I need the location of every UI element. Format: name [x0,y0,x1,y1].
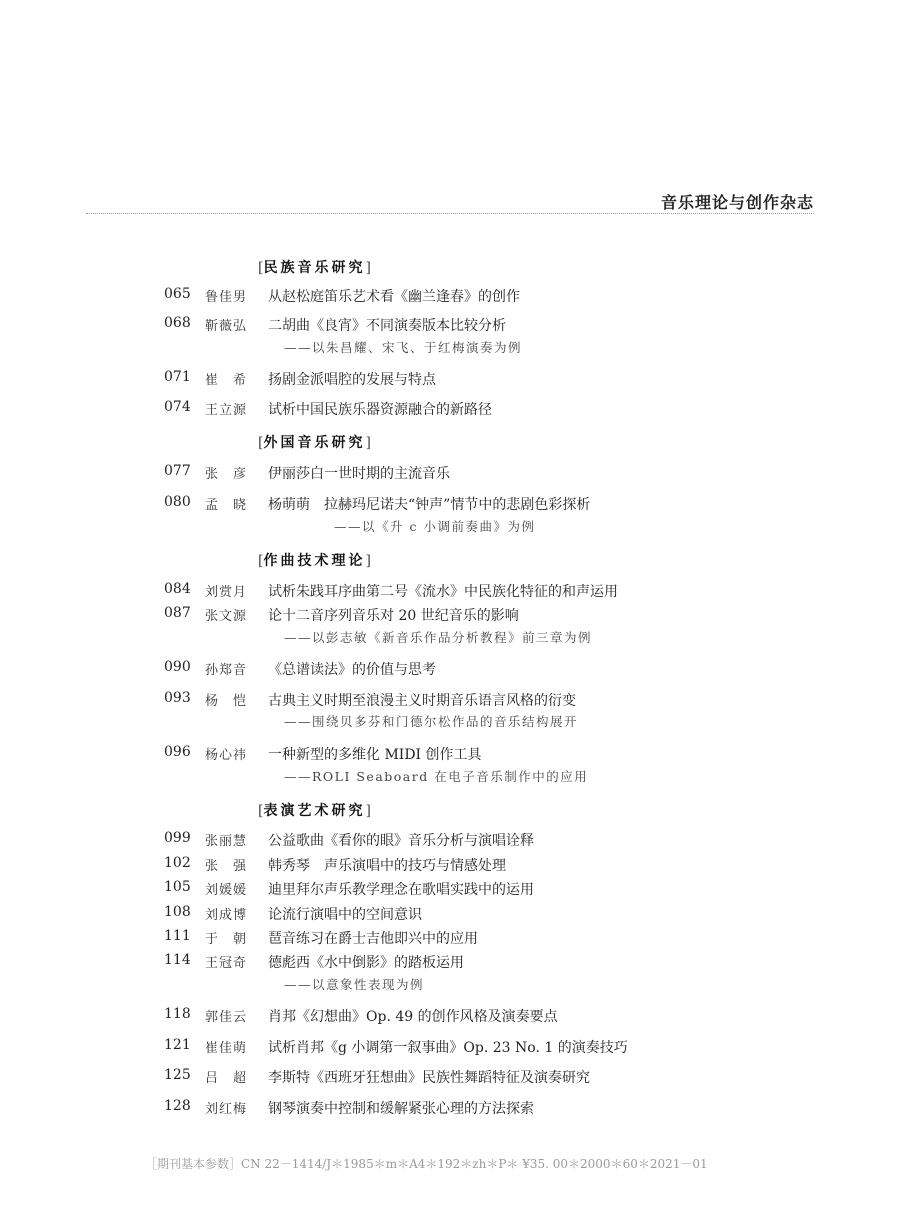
section-header-composition-theory: [作曲技术理论] [258,553,371,569]
toc-entry[interactable] [0,399,900,419]
toc-entry[interactable] [0,1037,900,1057]
article-title: 试析朱践耳序曲第二号《流水》中民族化特征的和声运用 [268,584,618,600]
page-number: 080 [164,494,191,510]
page-number: 087 [164,605,191,621]
page-number: 108 [164,904,191,920]
article-title: 迪里拜尔声乐教学理念在歌唱实践中的运用 [268,882,534,898]
page-number: 121 [164,1037,191,1053]
toc-entry[interactable] [0,315,900,335]
page-number: 065 [164,286,191,302]
article-subtitle: ——以《升 c 小调前奏曲》为例 [334,519,536,534]
page-number: 099 [164,830,191,846]
section-header-performing-arts: [表演艺术研究] [258,803,371,819]
section-header-ethnic-music: [民族音乐研究] [258,260,371,276]
author: 吕 超 [205,1071,248,1086]
author: 孟 晓 [205,498,248,513]
article-subtitle: ——以朱昌耀、宋飞、于红梅演奏为例 [284,340,523,355]
author: 郭佳云 [205,1010,248,1025]
toc-entry[interactable] [0,690,900,710]
article-title: 钢琴演奏中控制和缓解紧张心理的方法探索 [268,1101,534,1117]
toc-entry[interactable] [0,1098,900,1118]
toc-entry[interactable] [0,952,900,972]
article-title: 琶音练习在爵士吉他即兴中的应用 [268,931,478,947]
author: 张丽慧 [205,834,248,849]
author: 王冠奇 [205,956,248,971]
page-number: 084 [164,581,191,597]
article-title: 二胡曲《良宵》不同演奏版本比较分析 [268,318,506,334]
article-title: 试析肖邦《g 小调第一叙事曲》Op. 23 No. 1 的演奏技巧 [268,1040,628,1056]
toc-entry[interactable] [0,286,900,306]
page-number: 090 [164,659,191,675]
journal-title: 音乐理论与创作杂志 [660,193,814,212]
toc-entry[interactable] [0,659,900,679]
toc-entry[interactable] [0,1006,900,1026]
page-number: 102 [164,855,191,871]
author: 崔 希 [205,373,248,388]
page-number: 125 [164,1067,191,1083]
author: 鲁佳男 [205,290,248,305]
author: 靳薇弘 [205,319,248,334]
page-number: 096 [164,744,191,760]
toc-entry[interactable] [0,581,900,601]
toc-entry[interactable] [0,904,900,924]
header-divider [86,213,814,214]
article-title: 论流行演唱中的空间意识 [268,907,422,923]
article-title: 古典主义时期至浪漫主义时期音乐语言风格的衍变 [268,693,576,709]
page-number: 071 [164,369,191,385]
author: 张 强 [205,859,248,874]
author: 张 彦 [205,467,248,482]
article-title: 韩秀琴 声乐演唱中的技巧与情感处理 [268,858,506,874]
article-title: 公益歌曲《看你的眼》音乐分析与演唱诠释 [268,833,534,849]
author: 刘红梅 [205,1102,248,1117]
author: 张文源 [205,609,248,624]
article-title: 伊丽莎白一世时期的主流音乐 [268,466,450,482]
page-number: 128 [164,1098,191,1114]
author: 刘媛媛 [205,883,248,898]
author: 刘成博 [205,908,248,923]
toc-entry[interactable] [0,928,900,948]
article-subtitle: ——围绕贝多芬和门德尔松作品的音乐结构展开 [284,714,579,729]
article-title: 试析中国民族乐器资源融合的新路径 [268,402,492,418]
section-header-foreign-music: [外国音乐研究] [258,435,371,451]
article-title: 扬剧金派唱腔的发展与特点 [268,372,436,388]
page-number: 093 [164,690,191,706]
article-title: 杨萌萌 拉赫玛尼诺夫“钟声”情节中的悲剧色彩探析 [268,497,591,513]
author: 孙郑音 [205,663,248,678]
article-title: 肖邦《幻想曲》Op. 49 的创作风格及演奏要点 [268,1009,558,1025]
toc-entry[interactable] [0,830,900,850]
page-number: 074 [164,399,191,415]
author: 杨 恺 [205,694,248,709]
article-subtitle: ——以意象性表现为例 [284,977,425,992]
toc-entry[interactable] [0,744,900,764]
toc-entry[interactable] [0,605,900,625]
page-number: 077 [164,463,191,479]
article-title: 从赵松庭笛乐艺术看《幽兰逢春》的创作 [268,289,520,305]
article-title: 一种新型的多维化 MIDI 创作工具 [268,747,482,763]
page-number: 111 [164,928,191,944]
article-title: 李斯特《西班牙狂想曲》民族性舞蹈特征及演奏研究 [268,1070,590,1086]
page-number: 068 [164,315,191,331]
article-subtitle: ——ROLI Seaboard 在电子音乐制作中的应用 [284,769,589,784]
author: 崔佳萌 [205,1041,248,1056]
toc-entry[interactable] [0,879,900,899]
page-number: 114 [164,952,191,968]
author: 王立源 [205,403,248,418]
page-number: 118 [164,1006,191,1022]
author: 于 朝 [205,932,248,947]
toc-entry[interactable] [0,494,900,514]
page-number: 105 [164,879,191,895]
article-title: 德彪西《水中倒影》的踏板运用 [268,955,464,971]
article-title: 论十二音序列音乐对 20 世纪音乐的影响 [268,608,519,624]
toc-entry[interactable] [0,463,900,483]
toc-entry[interactable] [0,369,900,389]
toc-entry[interactable] [0,1067,900,1087]
author: 刘赏月 [205,585,248,600]
author: 杨心祎 [205,748,248,763]
article-title: 《总谱读法》的价值与思考 [268,662,436,678]
toc-entry[interactable] [0,855,900,875]
article-subtitle: ——以彭志敏《新音乐作品分析教程》前三章为例 [284,630,593,645]
journal-parameters: ［期刊基本参数］CN 22－1414/J＊1985＊m＊A4＊192＊zh＊P＊ ¥35. 00＊2000＊60＊2021－01 [145,1157,708,1171]
